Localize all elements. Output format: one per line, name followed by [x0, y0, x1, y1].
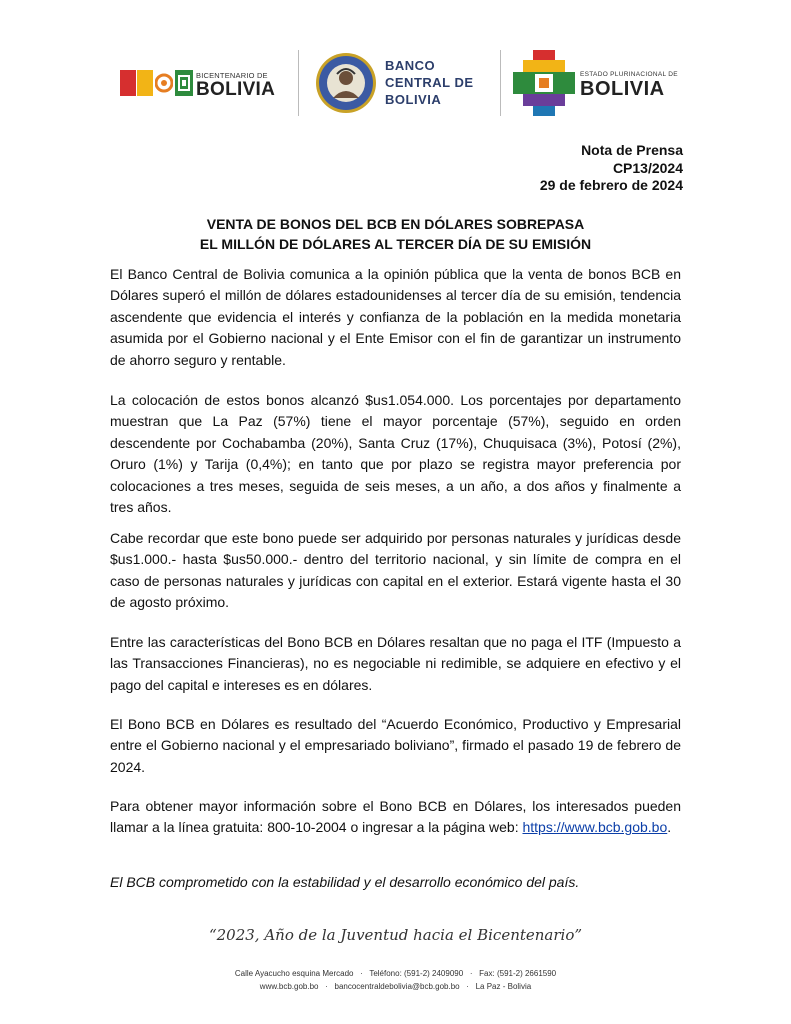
body-paragraph-1: El Banco Central de Bolivia comunica a la opinión pública que la venta de bonos BCB en Dólares superó el millón de dólares estadounidenses al tercer día de su emisión, tendencia ascendente que evidencia el interés y confianza de la población en la medida monetaria asumida por el Gobierno nacional y el Ente Emisor con el fin de garantizar un instrumento de ahorro seguro y rentable.: [110, 266, 681, 368]
estado-main-text: BOLIVIA: [580, 78, 665, 100]
title-line-2: EL MILLÓN DE DÓLARES AL TERCER DÍA DE SU EMISIÓN: [199, 236, 592, 252]
bcb-text-line2: CENTRAL DE: [385, 75, 474, 90]
bicentenario-main-text: BOLIVIA: [196, 79, 276, 100]
body-paragraph-4: Entre las características del Bono BCB en Dólares resaltan que no paga el ITF (Impuesto a las Transacciones Financieras), no es negociable ni redimible, se adquiere en efectivo y el pago del capital e intereses es en dólares.: [110, 634, 681, 693]
header-divider-left: [298, 50, 299, 116]
bicentenario-yellow-block-icon: [137, 70, 153, 96]
body-paragraph-6: [110, 796, 681, 839]
bicentenario-green-pattern-icon: [175, 70, 193, 96]
title-line-1: VENTA DE BONOS DEL BCB EN DÓLARES SOBREPASA: [206, 216, 585, 232]
body-paragraph-2: La colocación de estos bonos alcanzó $us1.054.000. Los porcentajes por departamento muestran que La Paz (57%) tiene el mayor porcentaje (57%), seguido en orden descendente por Cochabamba (20%), Santa Cruz (17%), Chuquisaca (3%), Potosí (2%), Oruro (1%) y Tarija (0,4%); en tanto que por plazo se registra mayor preferencia por colocaciones a tres meses, seguida de seis meses, a un año, a dos años y finalmente a tres años.: [110, 392, 681, 516]
whipala-emblem-icon: [513, 50, 575, 116]
body-paragraph-5: El Bono BCB en Dólares es resultado del “Acuerdo Económico, Productivo y Empresarial entre el Gobierno nacional y el empresariado boliviano”, firmado el pasado 19 de febrero de 2024.: [110, 716, 681, 775]
bicentenario-top-text: BICENTENARIO DE: [196, 71, 268, 80]
bcb-seal-icon: [315, 52, 377, 114]
press-note-code: CP13/2024: [612, 159, 683, 176]
closing-statement: El BCB comprometido con la estabilidad y el desarrollo económico del país.: [110, 874, 580, 890]
estado-plurinacional-logo: [513, 50, 678, 116]
bcb-website-link[interactable]: https://www.bcb.gob.bo: [522, 819, 668, 836]
estado-top-text: ESTADO PLURINACIONAL DE: [580, 71, 678, 78]
bicentenario-sun-icon: [155, 70, 173, 96]
press-note-header: [540, 142, 683, 195]
press-release-title: [110, 214, 681, 254]
press-note-type: Nota de Prensa: [581, 142, 683, 158]
bicentenario-logo: [120, 66, 278, 102]
bcb-text-line1: BANCO: [385, 58, 436, 73]
footer-address-line: Calle Ayacucho esquina Mercado · Teléfono: (591-2) 2409090 · Fax: (591-2) 2661590: [234, 969, 557, 978]
paragraph-6-end: .: [667, 819, 672, 836]
press-note-date: 29 de febrero de 2024: [539, 177, 683, 193]
footer-contact-line: www.bcb.gob.bo · bancocentraldebolivia@bcb.gob.bo · La Paz - Bolivia: [259, 982, 532, 991]
bicentenario-red-block-icon: [120, 70, 136, 96]
bcb-text-line3: BOLIVIA: [385, 92, 442, 107]
header-divider-right: [500, 50, 501, 116]
paragraph-6-text: Para obtener mayor información sobre el Bono BCB en Dólares, los interesados pueden llamar a la línea gratuita: 800-10-2004 o ingresar a la página web:: [110, 798, 681, 836]
bcb-logo: [315, 52, 497, 114]
footer-motto: “2023, Año de la Juventud hacia el Bicentenario”: [208, 926, 583, 944]
body-paragraph-3: Cabe recordar que este bono puede ser adquirido por personas naturales y jurídicas desde $us1.000.- hasta $us50.000.- dentro del territorio nacional, y sin límite de compra en el caso de personas naturales y jurídicas con capital en el exterior. Estará vigente hasta el 30 de agosto próximo.: [110, 530, 681, 611]
